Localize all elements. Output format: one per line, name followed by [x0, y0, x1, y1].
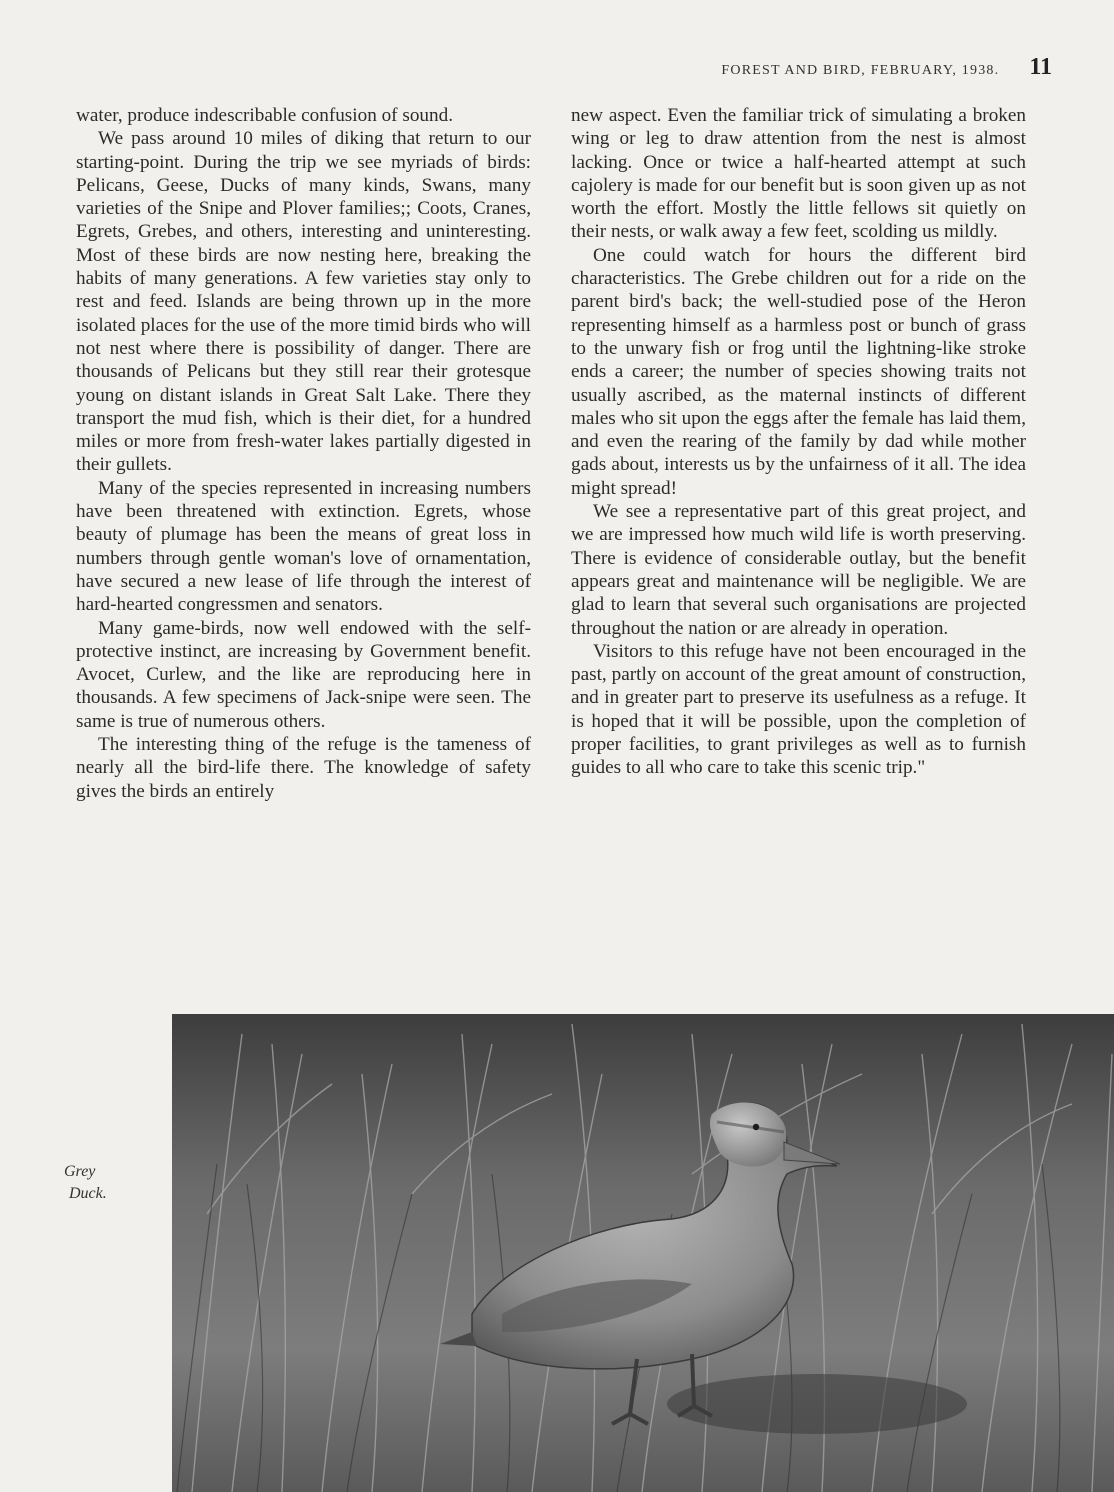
paragraph: Visitors to this refuge have not been encouraged in the past, partly on account of the great amount of construction, and in greater part to preserve its usefulness as a refuge. It is hoped that it will be possible, upon the completion of proper facilities, to grant privileges as well as to furnish guides to all who care to take this scenic trip." — [571, 640, 1026, 779]
right-text-column — [571, 104, 1026, 780]
duck-in-grass-image — [172, 1014, 1114, 1492]
paragraph: One could watch for hours the different bird characteristics. The Grebe children out for a ride on the parent bird's back; the well-studied pose of the Heron representing himself as a harmless post or bunch of grass to the unwary fish or frog until the lightning-like stroke ends a career; the number of species showing traits not usually ascribed, as the maternal instincts of different males who sit upon the eggs after the female has laid them, and even the rearing of the family by dad while mother gads about, interests us by the unfairness of it all. The idea might spread! — [571, 244, 1026, 499]
paragraph: Many game-birds, now well endowed with the self-protective instinct, are increasing by Government benefit. Avocet, Curlew, and the like are reproducing here in thousands. A few specimens of Jack-snipe were seen. The same is true of numerous others. — [76, 617, 531, 732]
paragraph: We see a representative part of this great project, and we are impressed how much wild life is worth preserving. There is evidence of considerable outlay, but the benefit appears great and maintenance will be negligible. We are glad to learn that several such organisations are projected throughout the nation or are already in operation. — [571, 501, 1026, 639]
paragraph: The interesting thing of the refuge is the tameness of nearly all the bird-life there. The knowledge of safety gives the birds an entirely — [76, 734, 531, 802]
caption-line: Duck. — [69, 1185, 107, 1202]
paragraph: We pass around 10 miles of diking that return to our starting-point. During the trip we see myriads of birds: Pelicans, Geese, Ducks of many kinds, Swans, many varieties of the Snipe and Plover families;; Coots, Cranes, Egrets, Grebes, and others, interesting and uninteresting. Most of these birds are now nesting here, breaking the habits of many generations. A few varieties stay only to rest and feed. Islands are being thrown up in the more isolated places for the use of the more timid birds who will not nest where there is possibility of danger. There are thousands of Pelicans but they still rear their grotesque young on distant islands in Great Salt Lake. There they transport the mud fish, which is their diet, for a hundred miles or more from fresh-water lakes partially digested in their gullets. — [76, 128, 531, 476]
running-header — [721, 54, 1052, 81]
caption-line: Grey — [64, 1163, 96, 1180]
paragraph: Many of the species represented in increasing numbers have been threatened with extinction. Egrets, whose beauty of plumage has been the means of great loss in numbers through gentle woman's love of ornamentation, have secured a new lease of life through the interest of hard-hearted congressmen and senators. — [76, 477, 531, 616]
page-number: 11 — [1029, 54, 1052, 80]
running-title: FOREST AND BIRD, FEBRUARY, 1938. — [721, 63, 1000, 78]
paragraph: water, produce indescribable confusion of sound. — [76, 105, 454, 126]
photo-caption — [64, 1161, 107, 1205]
left-text-column — [76, 104, 531, 803]
grey-duck-photo — [172, 1014, 1114, 1492]
paragraph: new aspect. Even the familiar trick of simulating a broken wing or leg to draw attention from the nest is almost lacking. Once or twice a half-hearted attempt at such cajolery is made for our benefit but is soon given up as not worth the effort. Mostly the little fellows sit quietly on their nests, or walk away a few feet, scolding us mildly. — [571, 105, 1026, 243]
